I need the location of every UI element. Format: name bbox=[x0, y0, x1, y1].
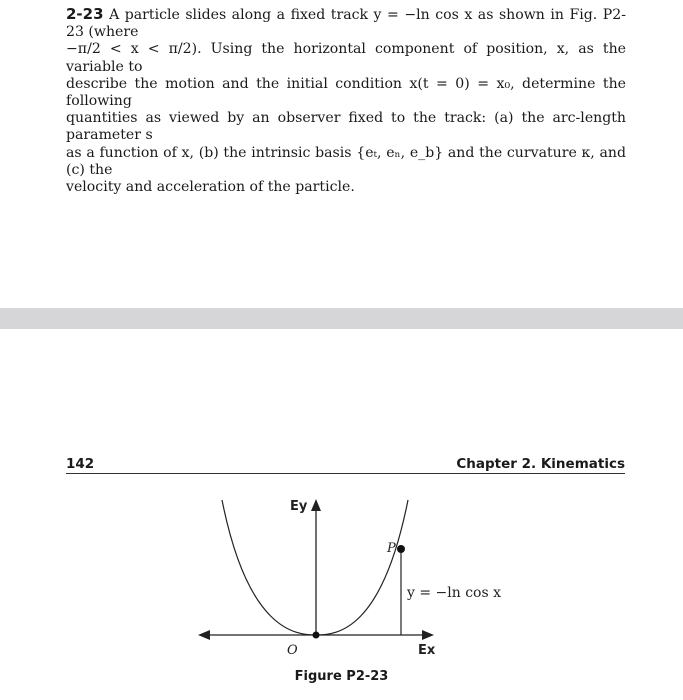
figure-caption: Figure P2-23 bbox=[294, 669, 389, 684]
y-axis-arrow bbox=[311, 499, 321, 511]
p-label: P bbox=[387, 541, 396, 556]
problem-line: −π/2 < x < π/2). Using the horizontal component of position, x, as the variable to bbox=[66, 41, 626, 75]
header-rule bbox=[66, 473, 625, 474]
origin-label: O bbox=[287, 643, 298, 658]
problem-line: quantities as viewed by an observer fixed to the track: (a) the arc-length parameter s bbox=[66, 110, 626, 144]
origin-point bbox=[313, 632, 320, 639]
chapter-title: Chapter 2. Kinematics bbox=[456, 456, 625, 472]
x-axis-left-arrow bbox=[198, 630, 210, 640]
problem-line: velocity and acceleration of the particle. bbox=[66, 179, 355, 196]
figure-p2-23 bbox=[0, 480, 683, 665]
problem-number: 2-23 bbox=[66, 5, 104, 23]
problem-statement bbox=[66, 6, 626, 196]
problem-line: 2-23 A particle slides along a fixed track y = −ln cos x as shown in Fig. P2-23 (where bbox=[66, 5, 626, 41]
point-p bbox=[397, 545, 405, 553]
problem-line: describe the motion and the initial condition x(t = 0) = x₀, determine the following bbox=[66, 75, 626, 110]
track-curve bbox=[222, 500, 408, 635]
problem-line: as a function of x, (b) the intrinsic basis {eₜ, eₙ, e_b} and the curvature κ, and (c) the bbox=[66, 144, 626, 178]
ex-label: Ex bbox=[418, 643, 436, 658]
page-number: 142 bbox=[66, 456, 95, 472]
page-divider-band bbox=[0, 308, 683, 329]
curve-label: y = −ln cos x bbox=[407, 585, 502, 601]
x-axis-right-arrow bbox=[422, 630, 434, 640]
ey-label: Ey bbox=[290, 499, 308, 514]
